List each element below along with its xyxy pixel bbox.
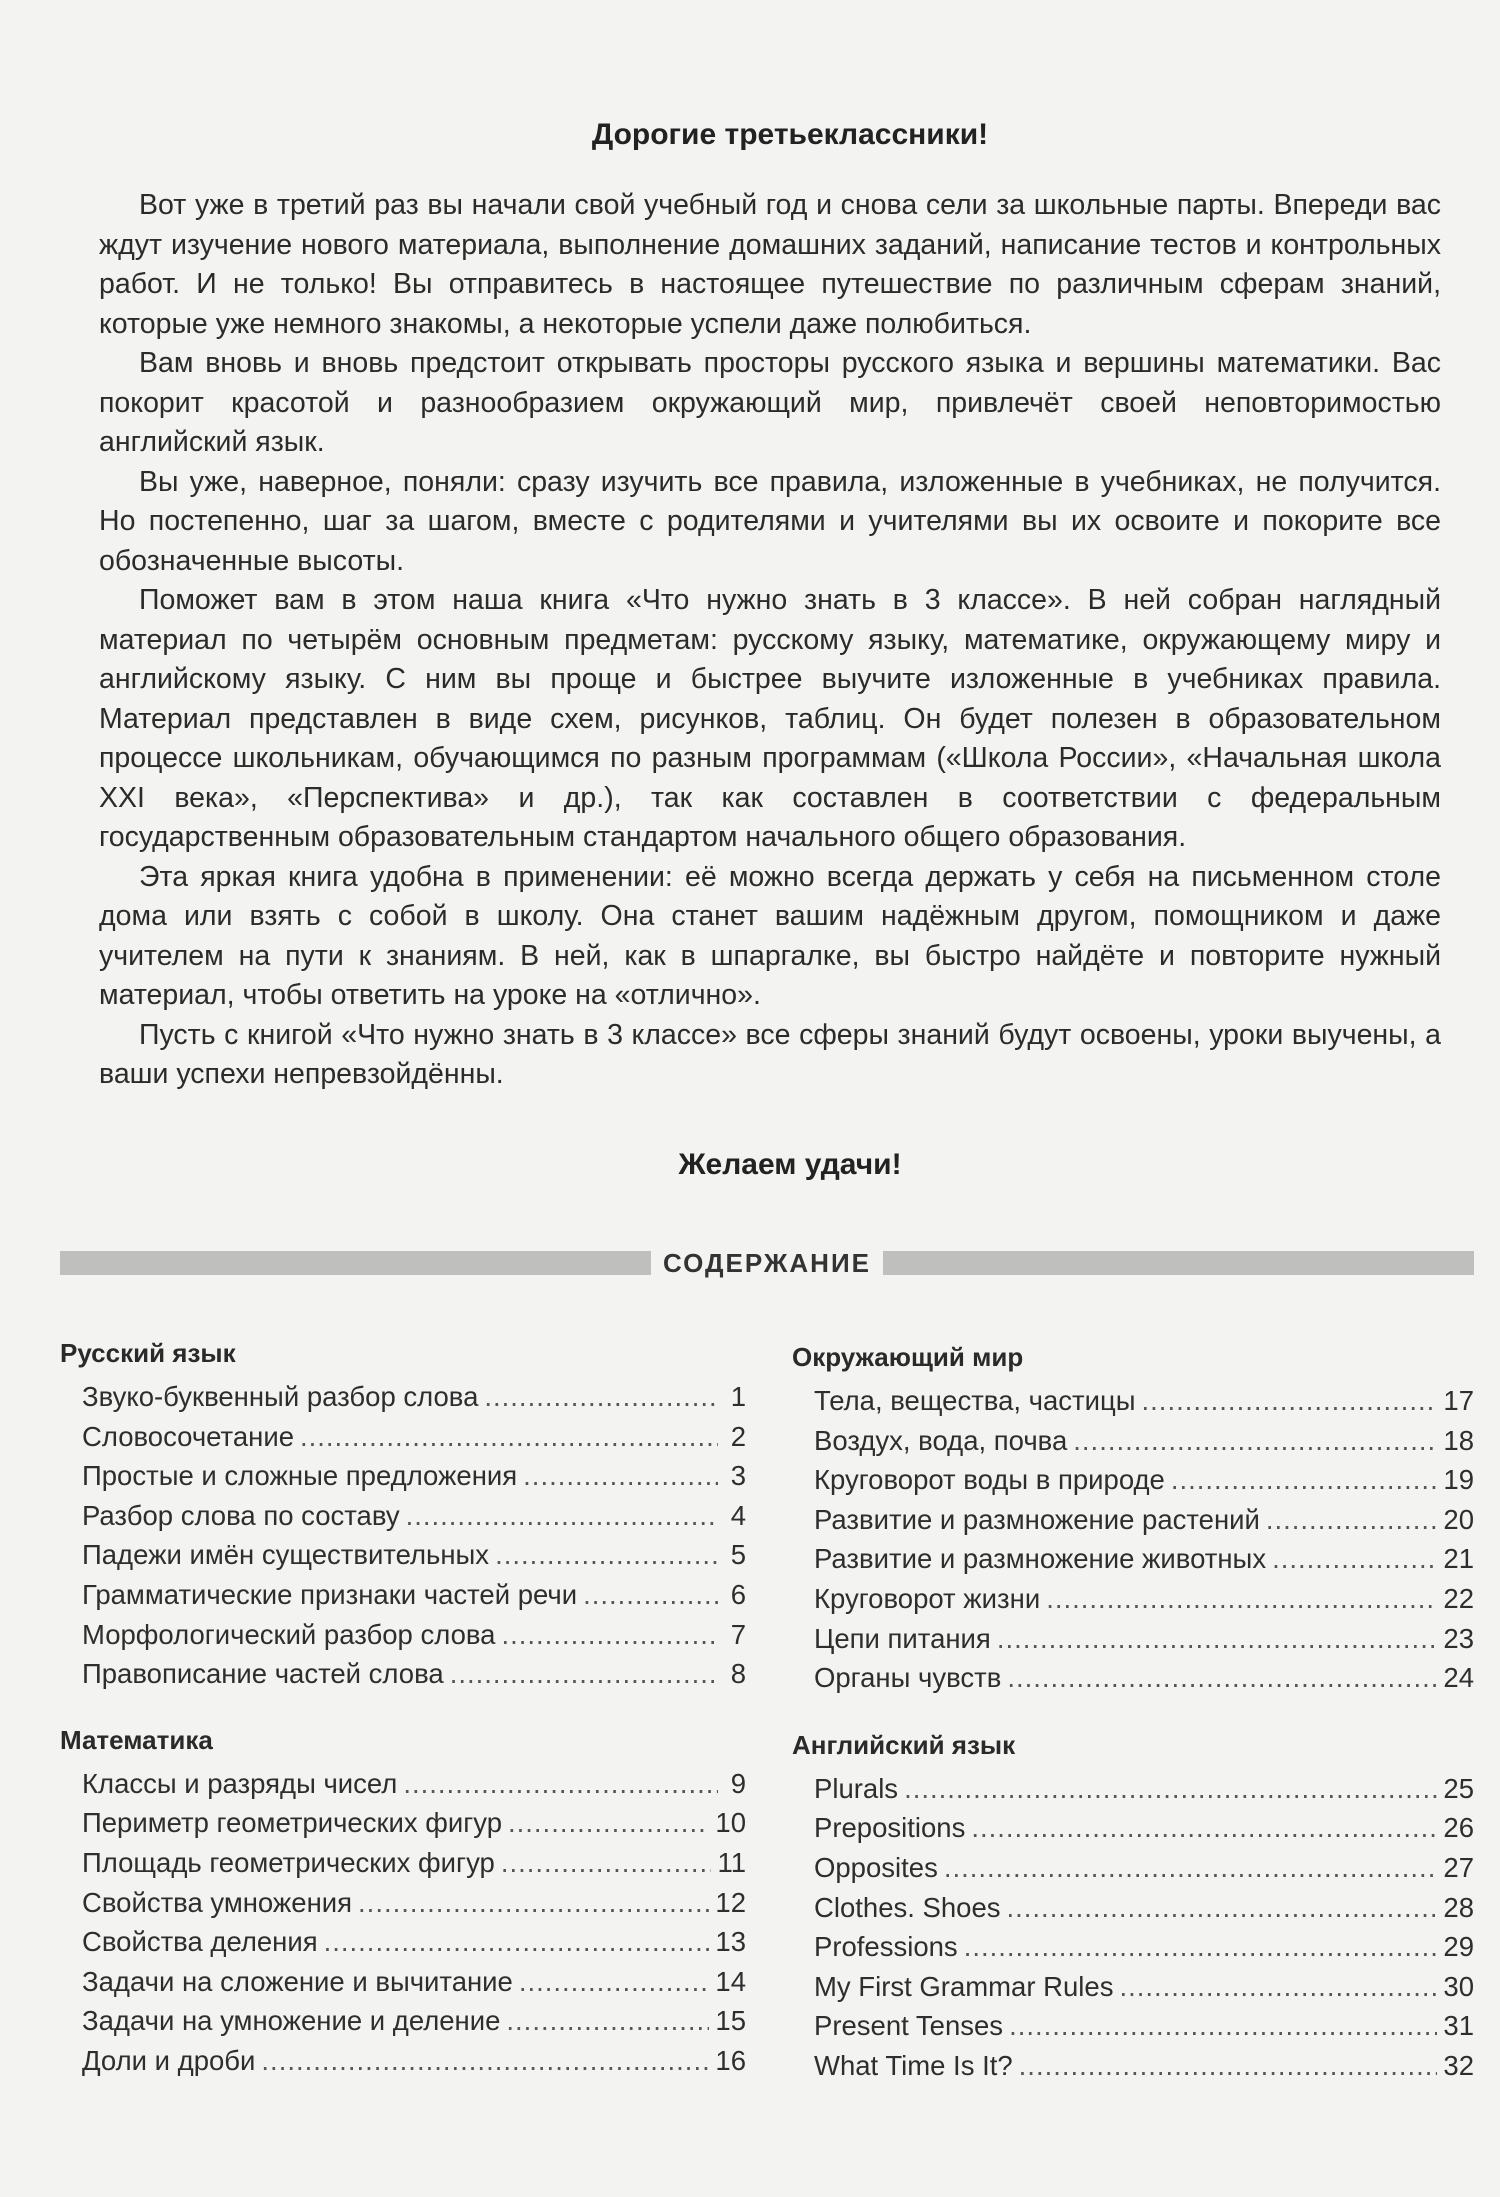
- intro-paragraph: Пусть с книгой «Что нужно знать в 3 классе» все сферы знаний будут освоены, уроки выучены, а ваши успехи непревзойдённы.: [99, 1018, 1441, 1090]
- toc-dot-leader: [1007, 1658, 1437, 1698]
- toc-entry[interactable]: [814, 1619, 1474, 1659]
- toc-dot-leader: [1046, 1579, 1437, 1619]
- toc-dot-leader: [904, 1769, 1437, 1809]
- toc-header: [60, 1249, 1474, 1277]
- toc-column-left: [60, 1336, 746, 2081]
- toc-entry-label: Present Tenses: [814, 2010, 1004, 2042]
- toc-column-right: [792, 1340, 1474, 2086]
- toc-dot-leader: [997, 1619, 1438, 1659]
- toc-entry-label: My First Grammar Rules: [814, 1970, 1114, 2002]
- toc-dot-leader: [406, 1496, 718, 1536]
- toc-page-number: 28: [1443, 1891, 1474, 1923]
- toc-entry[interactable]: [814, 1579, 1474, 1619]
- toc-entry-label: Professions: [814, 1931, 958, 1963]
- toc-dot-leader: [523, 1456, 718, 1496]
- toc-entry-label: Задачи на сложение и вычитание: [82, 1965, 513, 1997]
- toc-page-number: 26: [1443, 1812, 1474, 1844]
- toc-entry[interactable]: [814, 1967, 1474, 2007]
- toc-page-number: 4: [730, 1499, 746, 1531]
- toc-section-title: Русский язык: [60, 1338, 236, 1368]
- toc-entry-label: Plurals: [814, 1772, 899, 1804]
- toc-entry[interactable]: [814, 1808, 1474, 1848]
- toc-page-number: 8: [730, 1658, 746, 1690]
- toc-dot-leader: [261, 2041, 709, 2081]
- toc-page-number: 1: [730, 1381, 746, 1412]
- toc-page-number: 24: [1443, 1662, 1474, 1694]
- toc-page-number: 6: [730, 1578, 746, 1610]
- toc-entry[interactable]: [814, 1848, 1474, 1888]
- toc-entry[interactable]: [82, 1764, 746, 1804]
- toc-entry[interactable]: [814, 1888, 1474, 1928]
- toc-dot-leader: [971, 1808, 1437, 1848]
- toc-page-number: 22: [1443, 1582, 1474, 1614]
- toc-page-number: 16: [715, 2044, 746, 2076]
- toc-divider-left: [60, 1251, 651, 1275]
- toc-page-number: 31: [1443, 2010, 1474, 2042]
- toc-entry[interactable]: [814, 1421, 1474, 1461]
- intro-paragraph: Вот уже в третий раз вы начали свой учебный год и снова сели за школьные парты. Впереди вас ждут изучение нового материала, выполнение домашних заданий, написание тестов и контрольных работ. И не только! Вы отправитесь в настоящее путешествие по различным сферам знаний, которые уже немного знакомы, а некоторые успели даже полюбиться.: [99, 189, 1441, 340]
- toc-dot-leader: [501, 1843, 712, 1883]
- toc-divider-right: [883, 1251, 1474, 1275]
- toc-dot-leader: [501, 1615, 718, 1655]
- toc-entry[interactable]: [82, 1962, 746, 2002]
- toc-page-number: 19: [1443, 1464, 1474, 1496]
- closing-wish: Желаем удачи!: [678, 1148, 902, 1181]
- toc-dot-leader: [1266, 1500, 1438, 1540]
- toc-entry-list: [60, 1764, 746, 2081]
- toc-title: СОДЕРЖАНИЕ: [651, 1248, 883, 1279]
- toc-page-number: 2: [730, 1420, 746, 1452]
- intro-paragraph: Эта яркая книга удобна в применении: её можно всегда держать у себя на письменном столе дома или взять с собой в школу. Она станет вашим надёжным другом, помощником и даже учителем на пути к знаниям. В ней, как в шпаргалке, вы быстро найдёте и повторите нужный материал, чтобы ответить на уроке на «отлично».: [99, 860, 1441, 1011]
- toc-entry-label: What Time Is It?: [814, 2049, 1013, 2081]
- toc-section: [60, 1723, 746, 2081]
- toc-entry[interactable]: [82, 1615, 746, 1655]
- toc-dot-leader: [964, 1927, 1438, 1967]
- toc-entry-label: Развитие и размножение растений: [814, 1503, 1260, 1535]
- toc-entry-label: Классы и разряды чисел: [82, 1767, 398, 1799]
- toc-dot-leader: [944, 1848, 1438, 1888]
- toc-entry-list: [60, 1377, 746, 1694]
- toc-entry-list: [792, 1769, 1474, 2086]
- toc-page-number: 32: [1443, 2049, 1474, 2081]
- toc-dot-leader: [506, 2001, 709, 2041]
- toc-entry[interactable]: [814, 1460, 1474, 1500]
- page-heading: Дорогие третьеклассники!: [591, 118, 989, 151]
- toc-entry[interactable]: [82, 1535, 746, 1575]
- toc-page-number: 9: [730, 1767, 746, 1799]
- toc-section: [60, 1336, 746, 1694]
- intro-text: [99, 186, 1441, 1095]
- toc-entry-label: Периметр геометрических фигур: [82, 1807, 502, 1839]
- toc-entry-label: Круговорот воды в природе: [814, 1464, 1165, 1496]
- toc-entry[interactable]: [814, 2046, 1474, 2086]
- toc-entry-label: Звуко-буквенный разбор слова: [82, 1381, 479, 1412]
- toc-dot-leader: [508, 1803, 709, 1843]
- toc-entry-label: Словосочетание: [82, 1420, 294, 1452]
- toc-entry[interactable]: [82, 1496, 746, 1536]
- toc-page-number: 25: [1443, 1772, 1474, 1804]
- toc-entry-label: Разбор слова по составу: [82, 1499, 400, 1531]
- toc-entry[interactable]: [814, 1769, 1474, 1809]
- toc-entry[interactable]: [82, 1883, 746, 1923]
- toc-dot-leader: [1019, 2046, 1438, 2086]
- intro-paragraph: Вам вновь и вновь предстоит открывать просторы русского языка и вершины математики. Вас покорит красотой и разнообразием окружающий мир, привлечёт своей неповторимостью английский язык.: [99, 347, 1441, 458]
- toc-dot-leader: [450, 1654, 718, 1694]
- intro-paragraph: Вы уже, наверное, поняли: сразу изучить все правила, изложенные в учебниках, не получится. Но постепенно, шаг за шагом, вместе с родителями и учителями вы их освоите и покорите все обозначенные высоты.: [99, 465, 1441, 577]
- toc-entry[interactable]: [82, 1654, 746, 1694]
- toc-entry-label: Развитие и размножение животных: [814, 1543, 1267, 1575]
- toc-entry-label: Свойства умножения: [82, 1886, 353, 1918]
- toc-entry[interactable]: [82, 1843, 746, 1883]
- toc-entry-label: Задачи на умножение и деление: [82, 2005, 501, 2037]
- toc-page-number: 23: [1443, 1622, 1474, 1654]
- toc-dot-leader: [324, 1922, 710, 1962]
- toc-page-number: 27: [1443, 1851, 1474, 1883]
- toc-page-number: 13: [715, 1926, 746, 1958]
- toc-dot-leader: [1007, 1888, 1438, 1928]
- toc-page-number: 15: [715, 2005, 746, 2037]
- toc-dot-leader: [1009, 2006, 1437, 2046]
- toc-entry[interactable]: [82, 1377, 746, 1417]
- toc-page-number: 17: [1443, 1385, 1474, 1416]
- toc-page-number: 21: [1443, 1543, 1474, 1575]
- toc-entry-label: Круговорот жизни: [814, 1582, 1041, 1614]
- toc-page-number: 5: [730, 1539, 746, 1571]
- toc-entry-label: Простые и сложные предложения: [82, 1460, 518, 1492]
- toc-dot-leader: [1073, 1421, 1437, 1461]
- toc-section-title: Английский язык: [792, 1729, 1016, 1760]
- toc-section-title: Математика: [60, 1724, 213, 1755]
- toc-entry-label: Свойства деления: [82, 1926, 318, 1958]
- toc-page-number: 3: [730, 1460, 746, 1492]
- toc-entry-label: Грамматические признаки частей речи: [82, 1578, 578, 1610]
- toc-entry-label: Площадь геометрических фигур: [82, 1846, 495, 1878]
- toc-entry[interactable]: [82, 2041, 746, 2081]
- toc-entry-list: [792, 1381, 1474, 1698]
- toc-dot-leader: [1119, 1967, 1437, 2007]
- toc-entry[interactable]: [82, 1456, 746, 1496]
- toc-page-number: 30: [1443, 1970, 1474, 2002]
- toc-entry-label: Clothes. Shoes: [814, 1891, 1001, 1923]
- toc-entry-label: Тела, вещества, частицы: [814, 1385, 1136, 1416]
- toc-page-number: 12: [715, 1886, 746, 1918]
- toc-entry-label: Prepositions: [814, 1812, 966, 1844]
- toc-entry[interactable]: [814, 1658, 1474, 1698]
- toc-page-number: 10: [715, 1807, 746, 1839]
- toc-entry-label: Морфологический разбор слова: [82, 1618, 496, 1650]
- toc-dot-leader: [1142, 1381, 1438, 1421]
- toc-entry-label: Цепи питания: [814, 1622, 991, 1654]
- toc-page-number: 7: [730, 1618, 746, 1650]
- toc-entry-label: Opposites: [814, 1851, 938, 1883]
- intro-paragraph: Поможет вам в этом наша книга «Что нужно знать в 3 классе». В ней собран наглядный материал по четырём основным предметам: русскому языку, математике, окружающему миру и английскому языку. С ним вы проще и быстрее выучите изложенные в учебниках правила. Материал представлен в виде схем, рисунков, таблиц. Он будет полезен в образовательном процессе школьникам, обучающимся по разным программам («Школа России», «Начальная школа XXI века», «Перспектива» и др.), так как составлен в соответствии с федеральным государственным образовательным стандартом начального общего образования.: [99, 584, 1441, 853]
- toc-entry-label: Правописание частей слова: [82, 1658, 444, 1690]
- toc-entry[interactable]: [82, 1803, 746, 1843]
- toc-page-number: 11: [717, 1846, 746, 1878]
- toc-section: [792, 1728, 1474, 2086]
- toc-entry-label: Доли и дроби: [82, 2044, 256, 2076]
- toc-entry[interactable]: [814, 1381, 1474, 1421]
- toc-section-title: Окружающий мир: [792, 1342, 1024, 1372]
- toc-page-number: 20: [1443, 1503, 1474, 1535]
- toc-dot-leader: [583, 1575, 718, 1615]
- toc-entry[interactable]: [814, 1539, 1474, 1579]
- toc-section: [792, 1340, 1474, 1698]
- toc-entry[interactable]: [82, 1417, 746, 1457]
- toc-dot-leader: [300, 1417, 718, 1457]
- toc-page-number: 14: [715, 1965, 746, 1997]
- toc-dot-leader: [495, 1535, 718, 1575]
- toc-entry[interactable]: [82, 1922, 746, 1962]
- toc-dot-leader: [519, 1962, 710, 2002]
- toc-entry-label: Органы чувств: [814, 1662, 1002, 1694]
- toc-dot-leader: [1171, 1460, 1438, 1500]
- toc-entry[interactable]: [814, 2006, 1474, 2046]
- toc-entry[interactable]: [82, 2001, 746, 2041]
- toc-entry[interactable]: [814, 1927, 1474, 1967]
- toc-page-number: 29: [1443, 1931, 1474, 1963]
- toc-dot-leader: [1272, 1539, 1437, 1579]
- toc-page-number: 18: [1443, 1424, 1474, 1456]
- toc-dot-leader: [358, 1883, 709, 1923]
- toc-entry-label: Воздух, вода, почва: [814, 1424, 1068, 1456]
- toc-entry-label: Падежи имён существительных: [82, 1539, 490, 1571]
- toc-entry[interactable]: [814, 1500, 1474, 1540]
- toc-dot-leader: [484, 1377, 718, 1417]
- toc-entry[interactable]: [82, 1575, 746, 1615]
- toc-dot-leader: [403, 1764, 718, 1804]
